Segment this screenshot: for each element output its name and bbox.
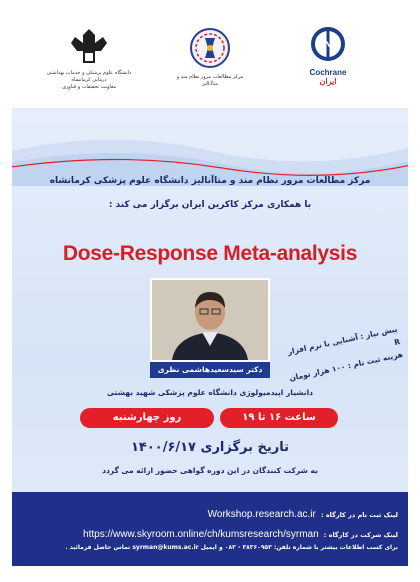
contact-info: برای کسب اطلاعات بیشتر با شماره تلفن: ۳۸۳۶۰۹۵۳ - ۰۸۳ و ایمیل syrman@kums.ac.ir تماس حاصل فرمائید . (65, 544, 398, 551)
registration-link-label: لینک ثبت نام در کارگاه : (320, 511, 398, 519)
registration-row (208, 502, 398, 518)
center-logo (174, 26, 246, 88)
registration-fee-text: هزینه ثبت نام : ۱۰۰ هزار تومان (288, 349, 404, 383)
organizer-line: مرکز مطالعات مرور نظام مند و متاآنالیز دانشگاه علوم پزشکی کرمانشاه (49, 176, 371, 186)
join-link[interactable]: https://www.skyroom.online/ch/kumsresearch/syrman (83, 529, 319, 540)
registration-link[interactable]: Workshop.research.ac.ir (207, 509, 316, 520)
cochrane-logo (300, 26, 356, 86)
presenter-affiliation: دانشیار اپیدمیولوژی دانشگاه علوم پزشکی شهید بهشتی (106, 388, 314, 397)
header-wave-decoration (12, 106, 408, 186)
collaboration-line: با همکاری مرکز کاکرین ایران برگزار می کند : (108, 200, 312, 210)
presenter-photo (150, 278, 270, 362)
research-center-emblem-icon (174, 26, 246, 70)
certificate-note: به شرکت کنندگان در این دوره گواهی حضور ارائه می گردد (102, 466, 318, 475)
center-logo-caption: مرکز مطالعات مرور نظام مند و متاآنالیز (176, 74, 244, 87)
day-badge: روز چهارشنبه (80, 408, 214, 428)
cochrane-wordmark: Cochrane (309, 68, 347, 77)
university-logo (46, 26, 132, 91)
workshop-title: Dose-Response Meta-analysis (62, 242, 358, 265)
time-badge: ساعت ۱۶ تا ۱۹ (220, 408, 338, 428)
footer-panel (12, 492, 408, 566)
cochrane-circle-icon (300, 26, 356, 62)
join-link-label: لینک شرکت در کارگاه : (323, 531, 398, 539)
presenter-portrait-icon (152, 280, 268, 360)
event-date: تاریخ برگزاری ۱۴۰۰/۶/۱۷ (130, 440, 290, 455)
logo-bar (12, 16, 408, 108)
cochrane-region: ایران (319, 77, 337, 86)
university-emblem-icon (46, 26, 132, 66)
join-row (83, 522, 398, 538)
university-caption: دانشگاه علوم پزشکی و خدمات بهداشتی درمانی کرمانشاه (46, 70, 132, 83)
presenter-name: دکتر سیدسعیدهاشمی نظری (150, 362, 270, 378)
poster-card (12, 16, 408, 566)
prerequisite-text: پیش نیاز : آشنایی با نرم افزار R (286, 324, 401, 357)
university-subcaption: معاونت تحقیقات و فناوری (61, 84, 117, 90)
